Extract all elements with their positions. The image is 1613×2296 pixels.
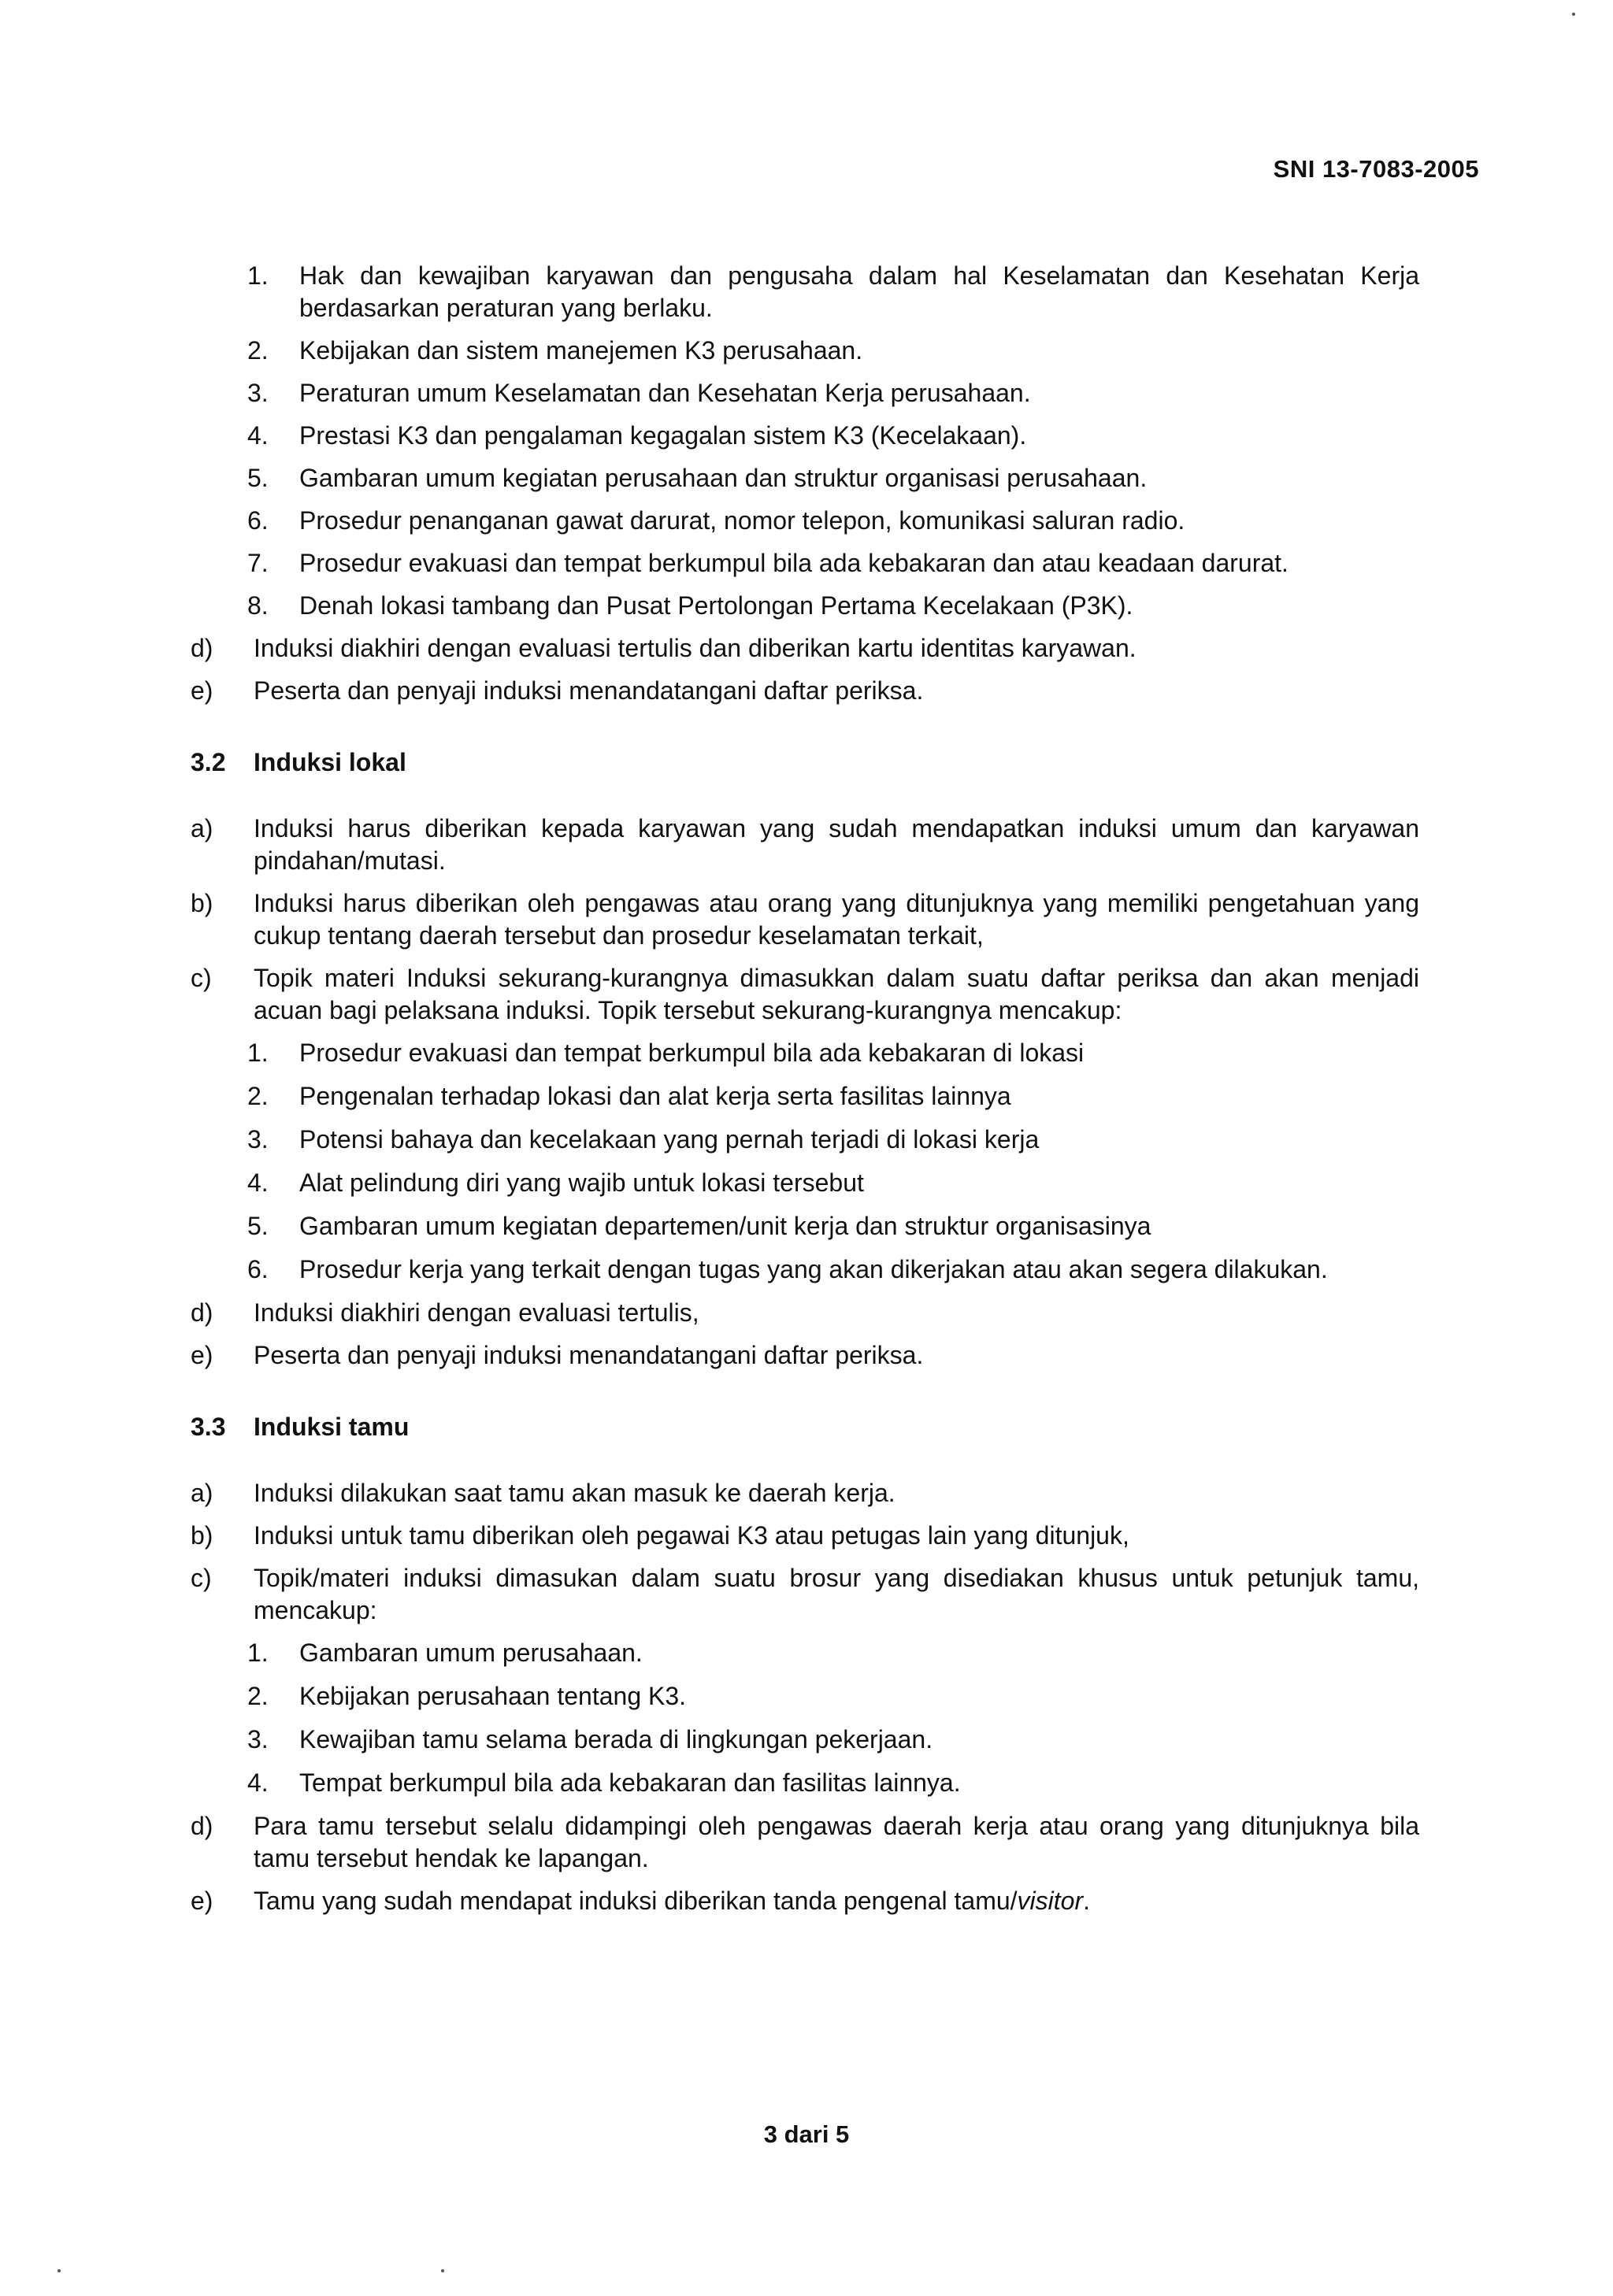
lettered-item-text: Induksi harus diberikan kepada karyawan yang sudah mendapatkan induksi umum dan karyawan pindahan/mutasi.	[254, 814, 1419, 875]
lettered-item-label: d)	[191, 1298, 213, 1327]
lettered-item	[191, 1297, 1419, 1329]
list-item-text: Prosedur kerja yang terkait dengan tugas yang akan dikerjakan atau akan segera dilakukan.	[299, 1255, 1328, 1283]
list-item-text: Gambaran umum perusahaan.	[299, 1639, 643, 1667]
list-item-number: 3.	[247, 1125, 269, 1154]
list-item-text: Prosedur evakuasi dan tempat berkumpul bila ada kebakaran di lokasi	[299, 1039, 1085, 1067]
lettered-item-label: c)	[191, 1564, 212, 1592]
lettered-item	[191, 887, 1419, 952]
lettered-item	[191, 1810, 1419, 1875]
list-item	[191, 1124, 1419, 1156]
lettered-item-label: a)	[191, 814, 213, 842]
lettered-item-text: Induksi diakhiri dengan evaluasi tertulis dan diberikan kartu identitas karyawan.	[254, 634, 1137, 662]
list-item-text: Kebijakan dan sistem manejemen K3 perusahaan.	[299, 336, 863, 365]
list-item-text: Gambaran umum kegiatan departemen/unit kerja dan struktur organisasinya	[299, 1212, 1151, 1240]
lettered-item-label: e)	[191, 1341, 213, 1369]
list-item-number: 8.	[247, 591, 269, 620]
lettered-item	[191, 632, 1419, 665]
list-item	[191, 1037, 1419, 1069]
italic-term: visitor	[1017, 1887, 1084, 1915]
list-item-text: Denah lokasi tambang dan Pusat Pertolongan Pertama Kecelakaan (P3K).	[299, 591, 1133, 620]
section-number: 3.2	[191, 748, 226, 776]
lettered-item-text	[254, 1885, 1419, 1917]
list-item-text: Prosedur evakuasi dan tempat berkumpul bila ada kebakaran dan atau keadaan darurat.	[299, 549, 1289, 577]
lettered-item-text: Peserta dan penyaji induksi menandatangani daftar periksa.	[254, 676, 924, 705]
list-item-number: 1.	[247, 261, 269, 290]
lettered-item	[191, 962, 1419, 1027]
lettered-item-text: Induksi harus diberikan oleh pengawas atau orang yang ditunjuknya yang memiliki pengetahuan yang cukup tentang daerah tersebut dan prosedur keselamatan terkait,	[254, 889, 1419, 950]
scan-speck	[1572, 13, 1575, 16]
list-item	[191, 377, 1419, 409]
list-item	[191, 590, 1419, 622]
lettered-item-label: c)	[191, 964, 212, 992]
lettered-item-label: d)	[191, 634, 213, 662]
list-item-number: 6.	[247, 506, 269, 535]
lettered-item-label: b)	[191, 1521, 213, 1550]
list-item-number: 6.	[247, 1255, 269, 1283]
list-item-number: 3.	[247, 1725, 269, 1753]
list-item-text: Alat pelindung diri yang wajib untuk lokasi tersebut	[299, 1168, 864, 1197]
visitor-induction-topics-list	[191, 1637, 1419, 1799]
lettered-item	[191, 675, 1419, 707]
lettered-item	[191, 1885, 1419, 1917]
lettered-item	[191, 1339, 1419, 1372]
scan-speck	[441, 2269, 444, 2272]
text-segment: Tamu yang sudah mendapat induksi diberikan tanda pengenal tamu/	[254, 1887, 1018, 1915]
lettered-item-label: d)	[191, 1812, 213, 1840]
list-item-number: 2.	[247, 1082, 269, 1110]
lettered-item	[191, 1520, 1419, 1552]
lettered-item-text: Induksi dilakukan saat tamu akan masuk ke daerah kerja.	[254, 1479, 895, 1507]
page-content	[191, 260, 1419, 1917]
list-item	[191, 1210, 1419, 1242]
lettered-item-label: e)	[191, 1887, 213, 1915]
list-item-number: 7.	[247, 549, 269, 577]
list-item	[191, 1680, 1419, 1713]
list-item	[191, 1080, 1419, 1113]
list-item	[191, 335, 1419, 367]
list-item	[191, 260, 1419, 324]
list-item-text: Peraturan umum Keselamatan dan Kesehatan Kerja perusahaan.	[299, 379, 1031, 407]
section-heading-3-3	[191, 1411, 1419, 1443]
list-item-text: Pengenalan terhadap lokasi dan alat kerja serta fasilitas lainnya	[299, 1082, 1011, 1110]
list-item	[191, 1637, 1419, 1669]
list-item	[191, 420, 1419, 452]
list-item-number: 3.	[247, 379, 269, 407]
lettered-item	[191, 813, 1419, 877]
list-item-number: 5.	[247, 464, 269, 492]
list-item-text: Kebijakan perusahaan tentang K3.	[299, 1682, 687, 1710]
general-induction-topics-list	[191, 260, 1419, 622]
list-item	[191, 1724, 1419, 1756]
section-number: 3.3	[191, 1413, 226, 1441]
list-item	[191, 462, 1419, 494]
lettered-item-text: Induksi diakhiri dengan evaluasi tertulis,	[254, 1298, 699, 1327]
section-heading-3-2	[191, 746, 1419, 779]
list-item-number: 2.	[247, 1682, 269, 1710]
list-item	[191, 1767, 1419, 1799]
list-item-number: 1.	[247, 1639, 269, 1667]
list-item-number: 4.	[247, 1768, 269, 1797]
local-induction-topics-list	[191, 1037, 1419, 1286]
lettered-item-label: b)	[191, 889, 213, 917]
scan-speck	[57, 2269, 61, 2272]
lettered-item-text: Induksi untuk tamu diberikan oleh pegawai K3 atau petugas lain yang ditunjuk,	[254, 1521, 1129, 1550]
list-item	[191, 505, 1419, 537]
list-item-text: Hak dan kewajiban karyawan dan pengusaha dalam hal Keselamatan dan Kesehatan Kerja berdasarkan peraturan yang berlaku.	[299, 261, 1419, 322]
list-item-number: 4.	[247, 421, 269, 450]
list-item-text: Potensi bahaya dan kecelakaan yang pernah terjadi di lokasi kerja	[299, 1125, 1040, 1154]
lettered-item	[191, 1562, 1419, 1627]
section-title: Induksi lokal	[254, 748, 406, 776]
list-item-number: 1.	[247, 1039, 269, 1067]
lettered-item-label: e)	[191, 676, 213, 705]
text-segment: .	[1083, 1887, 1090, 1915]
section-title: Induksi tamu	[254, 1413, 410, 1441]
lettered-item-text: Peserta dan penyaji induksi menandatangani daftar periksa.	[254, 1341, 924, 1369]
list-item-text: Gambaran umum kegiatan perusahaan dan struktur organisasi perusahaan.	[299, 464, 1148, 492]
page-number: 3 dari 5	[763, 2120, 850, 2148]
lettered-item-text: Para tamu tersebut selalu didampingi oleh pengawas daerah kerja atau orang yang ditunjuknya bila tamu tersebut hendak ke lapangan.	[254, 1812, 1419, 1872]
lettered-item	[191, 1477, 1419, 1509]
list-item-text: Kewajiban tamu selama berada di lingkungan pekerjaan.	[299, 1725, 933, 1753]
lettered-item-label: a)	[191, 1479, 213, 1507]
list-item-text: Tempat berkumpul bila ada kebakaran dan fasilitas lainnya.	[299, 1768, 961, 1797]
list-item-number: 2.	[247, 336, 269, 365]
list-item	[191, 547, 1419, 580]
list-item-text: Prosedur penanganan gawat darurat, nomor telepon, komunikasi saluran radio.	[299, 506, 1185, 535]
list-item	[191, 1167, 1419, 1199]
list-item-number: 5.	[247, 1212, 269, 1240]
lettered-item-text: Topik/materi induksi dimasukan dalam suatu brosur yang disediakan khusus untuk petunjuk tamu, mencakup:	[254, 1564, 1419, 1624]
lettered-item-text: Topik materi Induksi sekurang-kurangnya dimasukkan dalam suatu daftar periksa dan akan menjadi acuan bagi pelaksana induksi. Topik tersebut sekurang-kurangnya mencakup:	[254, 964, 1419, 1024]
list-item-text: Prestasi K3 dan pengalaman kegagalan sistem K3 (Kecelakaan).	[299, 421, 1027, 450]
list-item-number: 4.	[247, 1168, 269, 1197]
document-id: SNI 13-7083-2005	[1273, 155, 1479, 183]
list-item	[191, 1254, 1419, 1286]
